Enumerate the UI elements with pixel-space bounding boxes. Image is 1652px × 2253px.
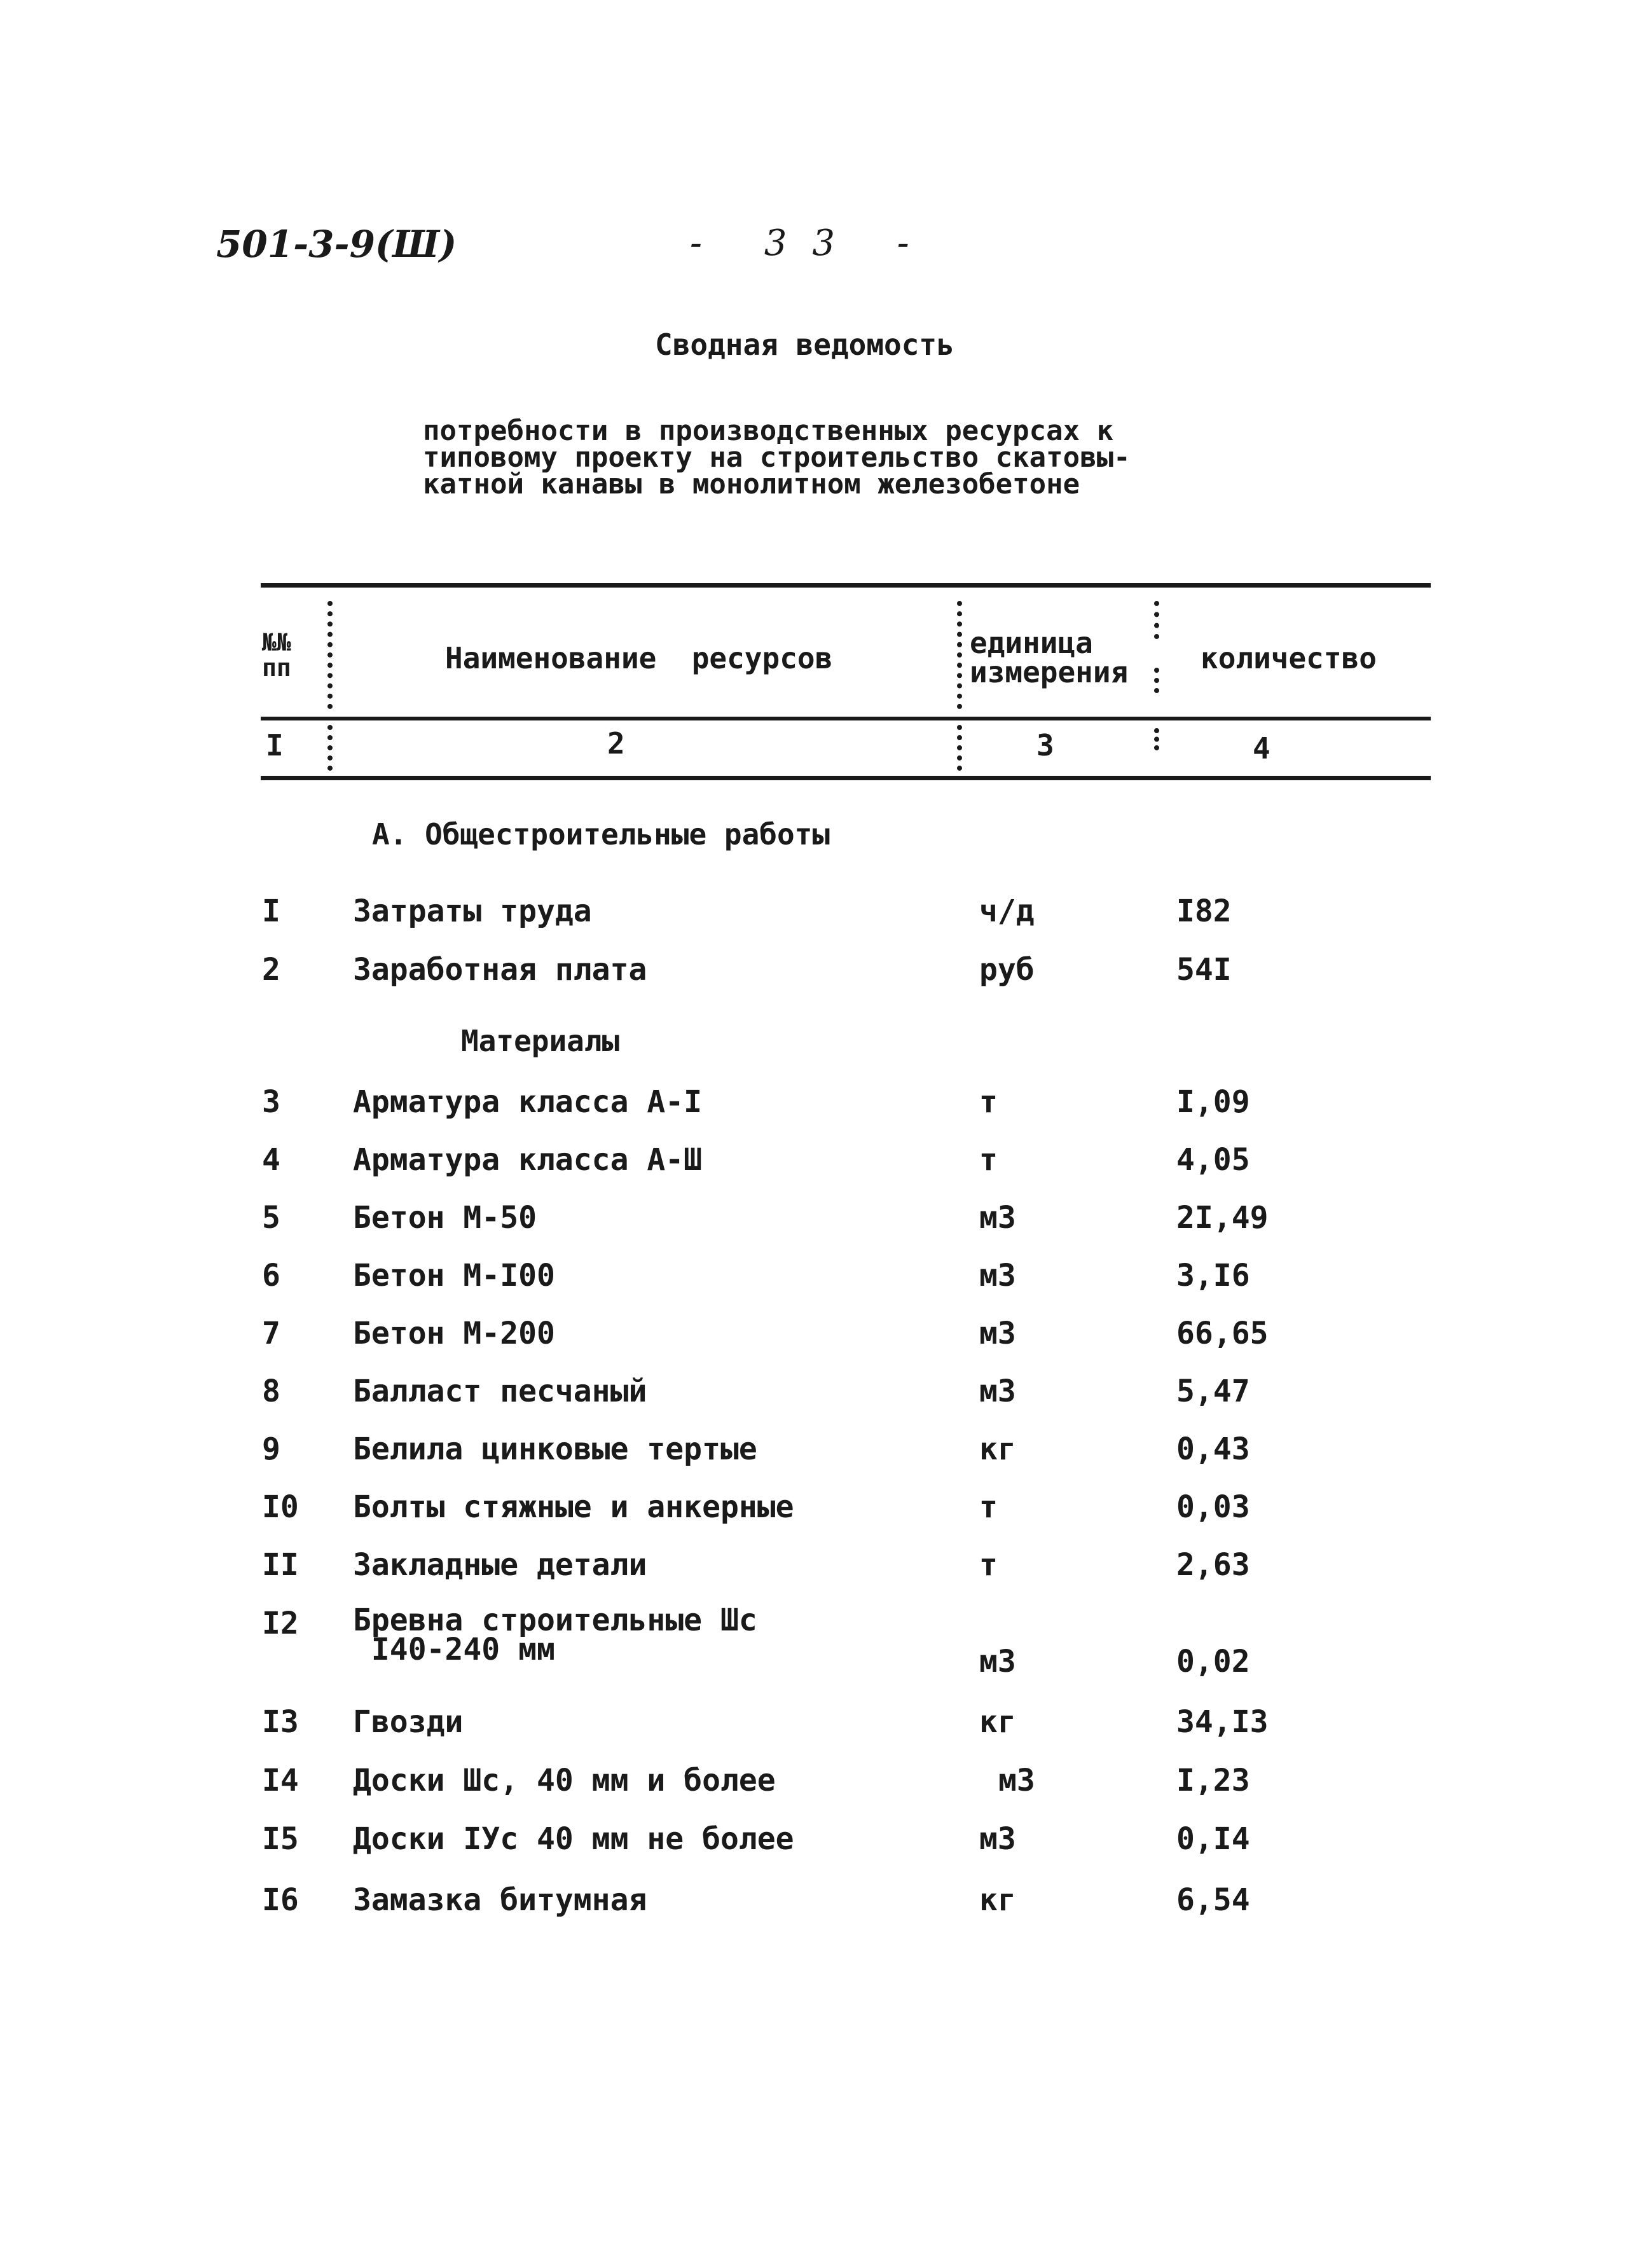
unit: м3 [979,1200,1016,1236]
row-number: I [262,893,280,929]
header-num: №№ пп [262,628,291,682]
table-row [0,1602,1652,1679]
quantity: 34,I3 [1176,1704,1269,1740]
quantity: 66,65 [1176,1316,1269,1351]
table-row [0,1763,1652,1801]
row-number: I5 [262,1821,299,1857]
row-number: 5 [262,1200,280,1236]
quantity: 2,63 [1176,1547,1250,1583]
quantity: I,23 [1176,1763,1250,1798]
unit: руб [979,952,1035,988]
table-row [0,893,1652,932]
quantity: 0,43 [1176,1431,1250,1467]
table-row [0,1547,1652,1585]
resource-name: Арматура класса А-I [353,1084,703,1120]
row-number: I6 [262,1882,299,1918]
table-row [0,1374,1652,1412]
row-number: II [262,1547,299,1583]
resource-name: Гвозди [353,1704,464,1740]
subtitle-line: катной канавы в монолитном железобетоне [423,468,1080,500]
table-row [0,1821,1652,1859]
row-number: 3 [262,1084,280,1120]
table-row [0,952,1652,990]
quantity: 0,03 [1176,1489,1250,1525]
unit: м3 [979,1644,1016,1679]
column-separator [957,601,970,709]
table-row [0,1316,1652,1354]
materials-heading: Материалы [461,1024,620,1058]
unit: м3 [979,1374,1016,1409]
unit: т [979,1547,998,1583]
unit: м3 [979,1821,1016,1857]
row-number: 9 [262,1431,280,1467]
column-separator [1154,668,1167,693]
subtitle-line: потребности в производственных ресурсах к [423,415,1114,447]
resource-name: Бетон М-200 [353,1316,555,1351]
document-subtitle [423,391,1131,525]
row-number: I2 [262,1606,299,1641]
unit: кг [979,1431,1016,1467]
quantity: I,09 [1176,1084,1250,1120]
resource-name: Бревна строительные Шс I40-240 мм [353,1602,757,1667]
column-number: 2 [607,726,625,761]
unit: т [979,1489,998,1525]
resource-name: Затраты труда [353,893,592,929]
resource-name: Заработная плата [353,952,647,988]
row-number: 7 [262,1316,280,1351]
quantity: 54I [1176,952,1232,988]
resource-name: Бетон М-I00 [353,1258,555,1293]
section-heading: А. Общестроительные работы [372,817,830,851]
header-qty: количество [1201,641,1377,675]
unit: т [979,1142,998,1178]
resource-name: Доски IУс 40 мм не более [353,1821,794,1857]
table-top-rule [261,583,1431,588]
resource-name: Закладные детали [353,1547,647,1583]
row-number: I4 [262,1763,299,1798]
unit: кг [979,1882,1016,1918]
table-row [0,1142,1652,1180]
resource-name: Белила цинковые тертые [353,1431,757,1467]
table-row [0,1431,1652,1470]
column-separator [957,725,970,771]
quantity: 0,I4 [1176,1821,1250,1857]
resource-name: Бетон М-50 [353,1200,537,1236]
document-code: 501-3-9(Ш) [216,223,457,266]
table-row [0,1084,1652,1122]
quantity: 2I,49 [1176,1200,1269,1236]
resource-name: Болты стяжные и анкерные [353,1489,794,1525]
document-title: Сводная ведомость [655,327,954,362]
table-row [0,1489,1652,1527]
table-row [0,1200,1652,1238]
table-header-rule [261,717,1431,720]
column-separator [327,601,340,709]
unit: м3 [998,1763,1035,1798]
row-number: 4 [262,1142,280,1178]
header-unit: единица измерения [970,626,1129,689]
row-number: 8 [262,1374,280,1409]
resource-name: Балласт песчаный [353,1374,647,1409]
quantity: 6,54 [1176,1882,1250,1918]
column-separator [327,725,340,771]
row-number: 2 [262,952,280,988]
unit: кг [979,1704,1016,1740]
quantity: 3,I6 [1176,1258,1250,1293]
resource-name: Замазка битумная [353,1882,647,1918]
resource-name: Арматура класса А-Ш [353,1142,703,1178]
column-separator [1154,728,1167,750]
table-numbers-rule [261,776,1431,780]
row-number: I3 [262,1704,299,1740]
page-number: - 33 - [690,223,935,264]
unit: т [979,1084,998,1120]
column-separator [1154,601,1167,639]
column-number: 4 [1253,731,1270,766]
column-number: I [266,728,284,762]
table-row [0,1882,1652,1920]
column-number: 3 [1036,728,1054,762]
table-row [0,1704,1652,1742]
unit: м3 [979,1258,1016,1293]
quantity: I82 [1176,893,1232,929]
row-number: I0 [262,1489,299,1525]
quantity: 5,47 [1176,1374,1250,1409]
unit: ч/д [979,893,1035,929]
row-number: 6 [262,1258,280,1293]
unit: м3 [979,1316,1016,1351]
subtitle-line: типовому проекту на строительство скатовы- [423,441,1131,474]
quantity: 4,05 [1176,1142,1250,1178]
header-name: Наименование ресурсов [445,641,833,675]
table-row [0,1258,1652,1296]
quantity: 0,02 [1176,1644,1250,1679]
resource-name: Доски Шс, 40 мм и более [353,1763,776,1798]
